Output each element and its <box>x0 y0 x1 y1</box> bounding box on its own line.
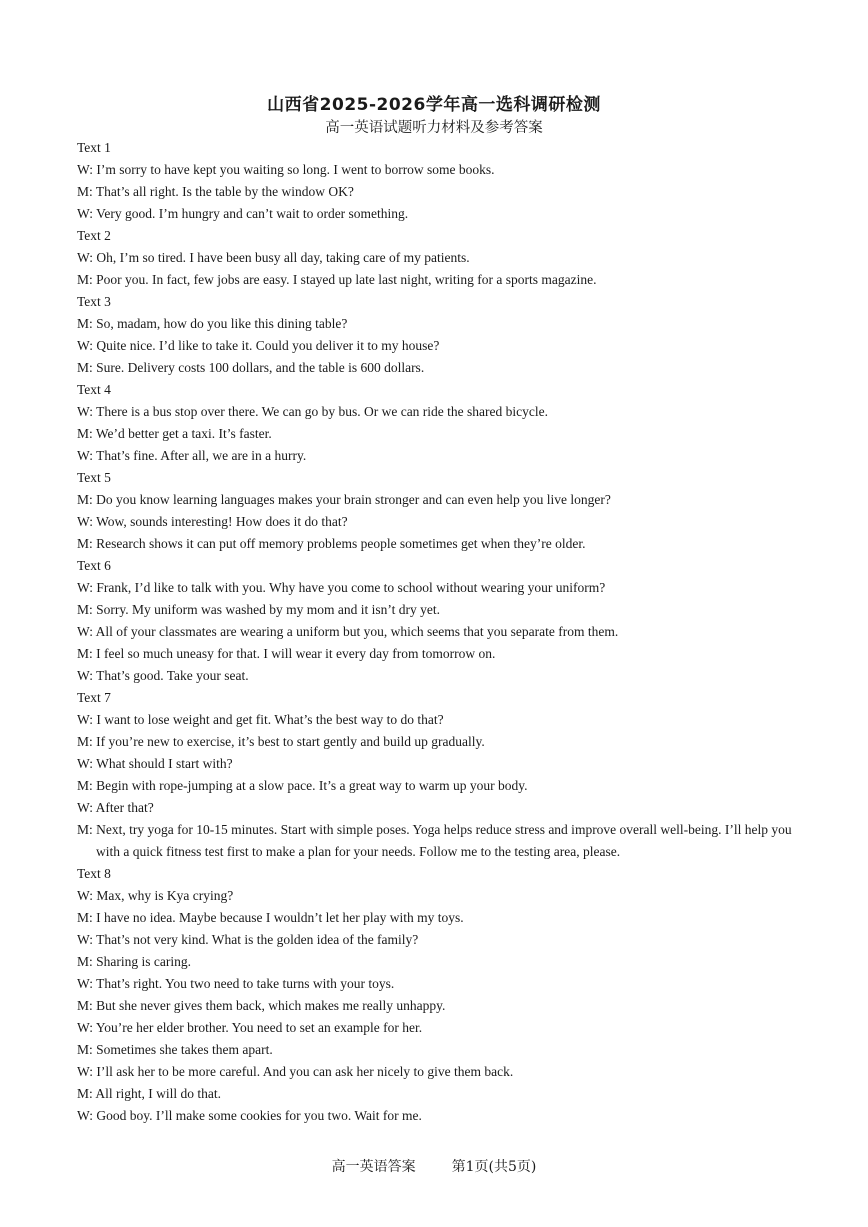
footer-subject: 高一英语答案 <box>331 1159 416 1175</box>
dialogue-line: W: All of your classmates are wearing a uniform but you, which seems that you separate from them. <box>77 624 619 639</box>
dialogue-line: M: Sometimes she takes them apart. <box>77 1042 273 1057</box>
dialogue-line: M: I have no idea. Maybe because I wouldn’t let her play with my toys. <box>77 910 464 925</box>
dialogue-line: W: I’m sorry to have kept you waiting so long. I went to borrow some books. <box>77 162 495 177</box>
section-heading: Text 4 <box>77 382 111 397</box>
dialogue-line: M: Sorry. My uniform was washed by my mom and it isn’t dry yet. <box>77 602 440 617</box>
dialogue-line: M: But she never gives them back, which makes me really unhappy. <box>77 998 446 1013</box>
page-subtitle: 高一英语试题听力材料及参考答案 <box>325 120 543 136</box>
dialogue-line: W: Quite nice. I’d like to take it. Could you deliver it to my house? <box>77 338 440 353</box>
dialogue-line: W: That’s right. You two need to take turns with your toys. <box>77 976 395 991</box>
dialogue-line: M: Next, try yoga for 10-15 minutes. Start with simple poses. Yoga helps reduce stress and improve overall well-being. I’ll help you with a quick fitness test first to make a plan for your needs. Follow me to the testing area, please. <box>77 822 792 859</box>
section-heading: Text 6 <box>77 558 111 573</box>
dialogue-line: W: Very good. I’m hungry and can’t wait to order something. <box>77 206 409 221</box>
dialogue-line: M: Research shows it can put off memory problems people sometimes get when they’re older. <box>77 536 586 551</box>
section-heading: Text 5 <box>77 470 111 485</box>
page-title: 山西省2025-2026学年高一选科调研检测 <box>267 95 601 115</box>
section-heading: Text 8 <box>77 866 111 881</box>
dialogue-line: W: That’s not very kind. What is the golden idea of the family? <box>77 932 419 947</box>
page-footer <box>0 1156 868 1176</box>
section-heading: Text 2 <box>77 228 111 243</box>
dialogue-line: W: That’s good. Take your seat. <box>77 668 249 683</box>
dialogue-line: M: That’s all right. Is the table by the window OK? <box>77 184 354 199</box>
dialogue-line: W: After that? <box>77 800 154 815</box>
dialogue-line: M: All right, I will do that. <box>77 1086 221 1101</box>
section-heading: Text 3 <box>77 294 111 309</box>
dialogue-line: W: I want to lose weight and get fit. What’s the best way to do that? <box>77 712 444 727</box>
dialogue-line: M: We’d better get a taxi. It’s faster. <box>77 426 272 441</box>
dialogue-line: M: Sure. Delivery costs 100 dollars, and the table is 600 dollars. <box>77 360 425 375</box>
dialogue-line: W: Frank, I’d like to talk with you. Why have you come to school without wearing your uniform? <box>77 580 606 595</box>
dialogue-line: W: Max, why is Kya crying? <box>77 888 234 903</box>
dialogue-line: M: So, madam, how do you like this dining table? <box>77 316 348 331</box>
dialogue-line: W: Wow, sounds interesting! How does it do that? <box>77 514 348 529</box>
dialogue-line: W: Good boy. I’ll make some cookies for you two. Wait for me. <box>77 1108 422 1123</box>
dialogue-line: M: Poor you. In fact, few jobs are easy. I stayed up late last night, writing for a sports magazine. <box>77 272 597 287</box>
dialogue-line: W: What should I start with? <box>77 756 233 771</box>
dialogue-line: W: Oh, I’m so tired. I have been busy all day, taking care of my patients. <box>77 250 470 265</box>
dialogue-line: M: Begin with rope-jumping at a slow pace. It’s a great way to warm up your body. <box>77 778 528 793</box>
dialogue-line: W: There is a bus stop over there. We can go by bus. Or we can ride the shared bicycle. <box>77 404 549 419</box>
dialogue-line: M: I feel so much uneasy for that. I will wear it every day from tomorrow on. <box>77 646 496 661</box>
section-heading: Text 1 <box>77 140 111 155</box>
dialogue-line: W: You’re her elder brother. You need to set an example for her. <box>77 1020 423 1035</box>
dialogue-line: M: Do you know learning languages makes your brain stronger and can even help you live longer? <box>77 492 611 507</box>
dialogue-line: M: Sharing is caring. <box>77 954 191 969</box>
transcript-body <box>77 137 797 1127</box>
dialogue-line: W: That’s fine. After all, we are in a hurry. <box>77 448 307 463</box>
dialogue-line: W: I’ll ask her to be more careful. And you can ask her nicely to give them back. <box>77 1064 514 1079</box>
footer-page-number: 第1页(共5页) <box>451 1159 537 1175</box>
dialogue-line: M: If you’re new to exercise, it’s best to start gently and build up gradually. <box>77 734 485 749</box>
section-heading: Text 7 <box>77 690 111 705</box>
